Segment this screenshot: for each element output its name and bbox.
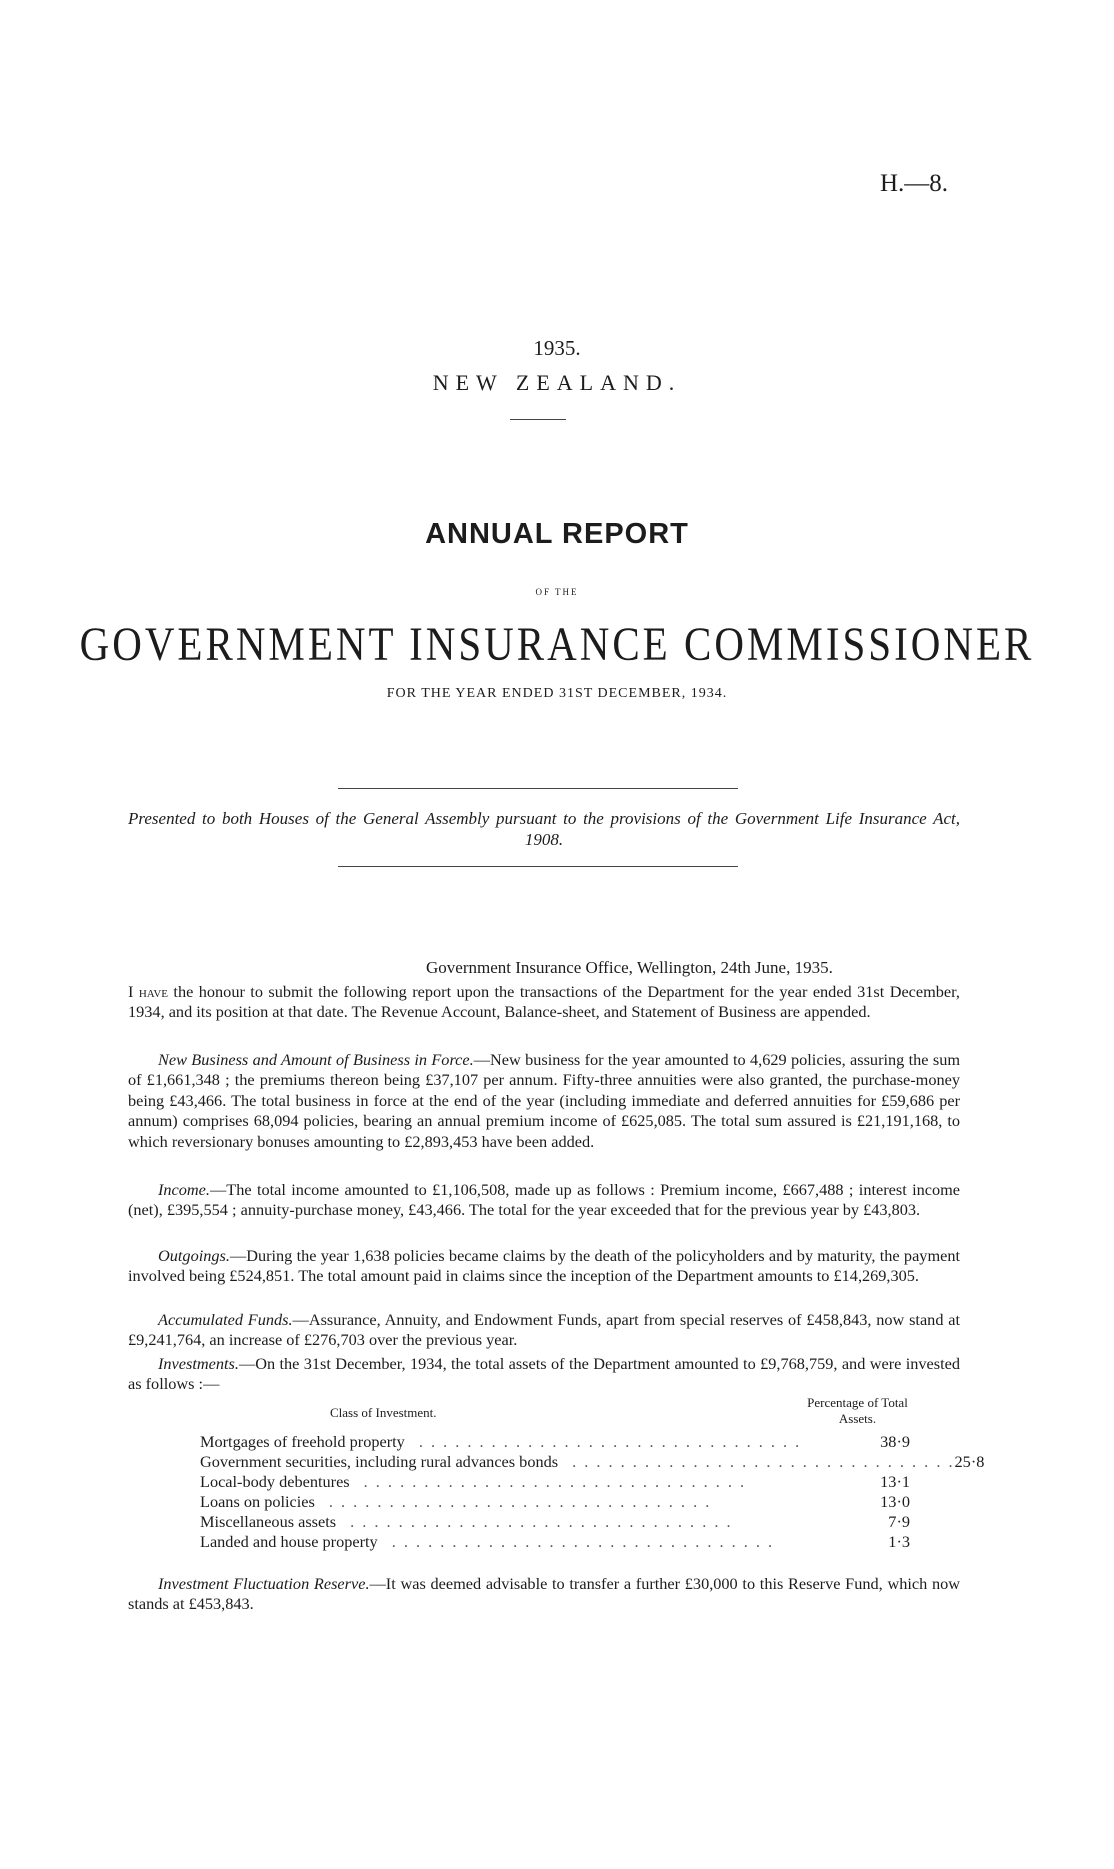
section-heading: Investments. <box>158 1354 239 1373</box>
row-label: Miscellaneous assets <box>200 1512 337 1531</box>
section-text: —On the 31st December, 1934, the total assets of the Department amounted to £9,768,759, and were invested as follows :— <box>128 1354 960 1394</box>
section-text: —It was deemed advisable to transfer a further £30,000 to this Reserve Fund, which now stands at £453,843. <box>128 1574 960 1614</box>
divider <box>338 788 738 789</box>
row-label: Local-body debentures <box>200 1472 350 1491</box>
intro-lead: I have <box>128 982 168 1001</box>
row-value: 7·9 <box>888 1512 910 1531</box>
section-text: —New business for the year amounted to 4,629 policies, assuring the sum of £1,661,348 ; the premiums thereon being £37,107 per annum. Fifty-three annuities were also granted, the purchase-money being £43,466. The total business in force at the end of the year (including immediate and deferred annuities for £59,686 per annum) comprises 68,094 policies, bearing an annual premium income of £625,085. The total sum assured is £21,191,168, to which reversionary bonuses amounting to £2,893,453 have been added. <box>128 1050 961 1151</box>
of-the-line: OF THE <box>535 587 579 597</box>
section-fluctuation-reserve <box>128 1574 960 1615</box>
table-row <box>200 1512 910 1532</box>
section-income <box>128 1180 960 1221</box>
section-investments <box>128 1354 960 1395</box>
row-label: Mortgages of freehold property <box>200 1432 405 1451</box>
section-new-business <box>128 1050 960 1152</box>
report-year: 1935. <box>533 336 581 360</box>
row-value: 25·8 <box>954 1452 985 1471</box>
dot-leader: . . . . . . . . . . . . . . . . . . . . . . . . . . . . . . . . <box>572 1452 955 1471</box>
dot-leader: . . . . . . . . . . . . . . . . . . . . . . . . . . . . . . . . <box>391 1532 775 1551</box>
intro-body: the honour to submit the following report upon the transactions of the Department for the year ended 31st December, 1934, and its position at that date. The Revenue Account, Balance-sheet, and Statement of Business are appended. <box>128 982 960 1022</box>
row-label: Loans on policies <box>200 1492 315 1511</box>
investments-table <box>200 1432 985 1552</box>
divider <box>338 866 738 867</box>
section-outgoings <box>128 1246 960 1287</box>
dateline: Government Insurance Office, Wellington, 24th June, 1935. <box>426 958 833 977</box>
table-row <box>200 1452 985 1472</box>
report-title: ANNUAL REPORT <box>425 518 689 550</box>
section-text: —The total income amounted to £1,106,508, made up as follows : Premium income, £667,488 ; interest income (net), £395,554 ; annuity-purchase money, £43,466. The total for the year exceeded that for the previous year by £43,803. <box>128 1180 960 1220</box>
section-heading: Outgoings. <box>158 1246 230 1265</box>
row-label: Government securities, including rural advances bonds <box>200 1452 559 1471</box>
section-heading: Income. <box>158 1180 210 1199</box>
presented-note: Presented to both Houses of the General Assembly pursuant to the provisions of the Government Life Insurance Act, 1908. <box>128 809 960 849</box>
dot-leader: . . . . . . . . . . . . . . . . . . . . . . . . . . . . . . . . <box>418 1432 802 1451</box>
dot-leader: . . . . . . . . . . . . . . . . . . . . . . . . . . . . . . . . <box>328 1492 712 1511</box>
row-value: 38·9 <box>880 1432 910 1451</box>
row-label: Landed and house property <box>200 1532 378 1551</box>
country-heading: NEW ZEALAND. <box>432 370 682 395</box>
dot-leader: . . . . . . . . . . . . . . . . . . . . . . . . . . . . . . . . <box>350 1512 733 1531</box>
section-text: —During the year 1,638 policies became claims by the death of the policyholders and by maturity, the payment involved being £524,851. The total amount paid in claims since the inception of the Department amounts to £14,269,305. <box>128 1246 960 1286</box>
period-line: FOR THE YEAR ENDED 31ST DECEMBER, 1934. <box>386 686 728 701</box>
section-text: —Assurance, Annuity, and Endowment Funds, apart from special reserves of £458,843, now stand at £9,241,764, an increase of £276,703 over the previous year. <box>128 1310 960 1350</box>
row-value: 1·3 <box>888 1532 910 1551</box>
section-heading: New Business and Amount of Business in Force. <box>158 1050 474 1069</box>
dot-leader: . . . . . . . . . . . . . . . . . . . . . . . . . . . . . . . . <box>363 1472 747 1491</box>
table-row <box>200 1472 910 1492</box>
row-value: 13·1 <box>880 1472 910 1491</box>
section-heading: Investment Fluctuation Reserve. <box>158 1574 370 1593</box>
column-header-class: Class of Investment. <box>330 1405 437 1420</box>
row-value: 13·0 <box>880 1492 910 1511</box>
table-row <box>200 1432 910 1452</box>
intro-paragraph <box>128 982 960 1023</box>
table-row <box>200 1492 910 1512</box>
column-header-percentage: Percentage of Total Assets. <box>807 1395 908 1426</box>
divider <box>510 419 566 420</box>
section-accumulated-funds <box>128 1310 960 1351</box>
section-heading: Accumulated Funds. <box>158 1310 293 1329</box>
commissioner-heading: GOVERNMENT INSURANCE COMMISSIONER <box>79 617 1035 671</box>
page-number: H.—8. <box>880 170 949 197</box>
table-row <box>200 1532 910 1552</box>
